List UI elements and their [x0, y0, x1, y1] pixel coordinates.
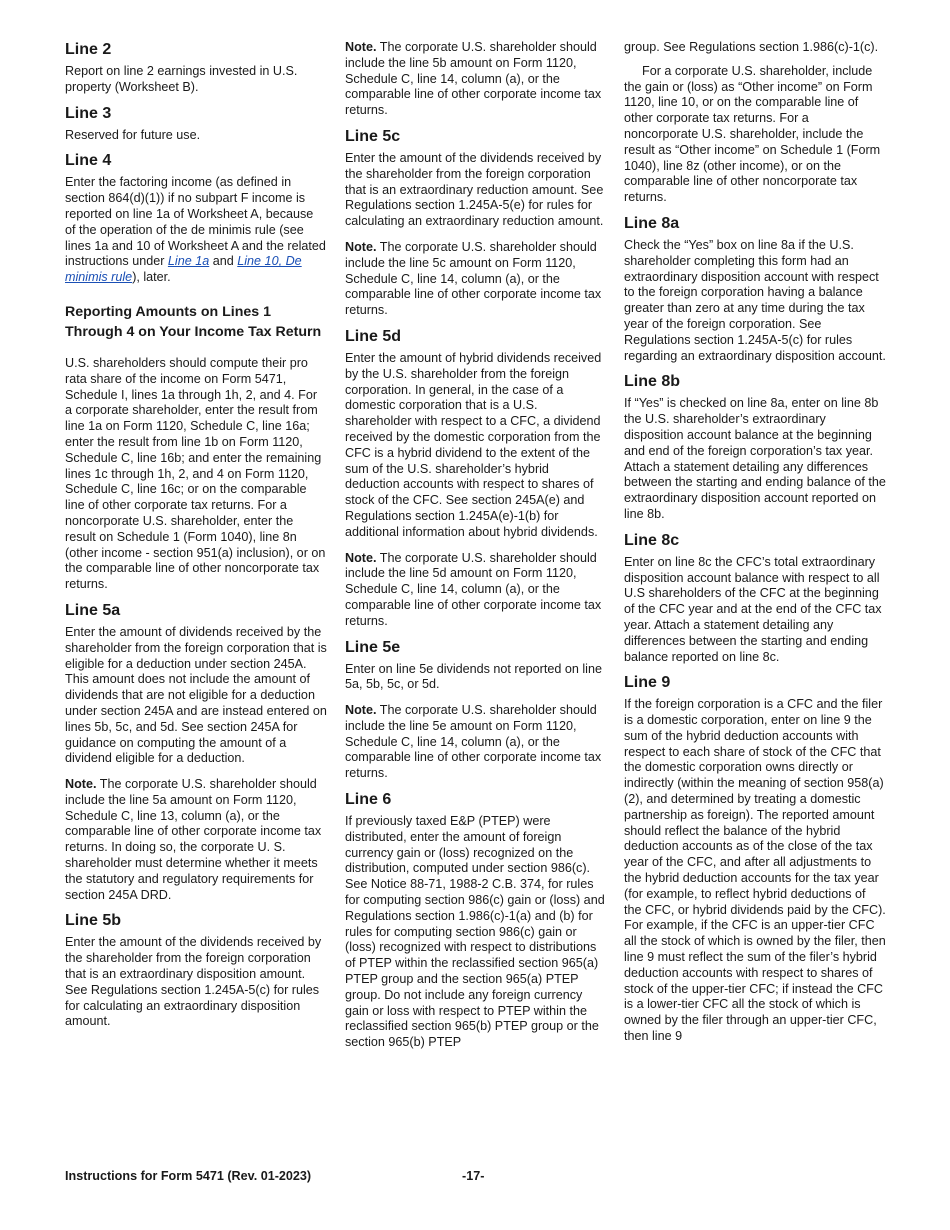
paragraph-line-5b: Enter the amount of the dividends received by the shareholder from the foreign corporation that is an extraordinary disposition amount. See Regulations section 1.245A-5(c) for rules for calculating an extraordinary disposition amount. [65, 935, 322, 1029]
paragraph-line-5e: Enter on line 5e dividends not reported on line 5a, 5b, 5c, or 5d. [345, 661, 602, 692]
column-left [65, 40, 327, 1038]
heading-line-5e: Line 5e [345, 638, 401, 656]
heading-line-4: Line 4 [65, 152, 112, 170]
paragraph-line-5d: Enter the amount of hybrid dividends received by the U.S. shareholder from the foreign corporation. In general, in the case of a domestic corporation that is a U.S. shareholder with respect to a CFC, a dividend received by the domestic corporation from the CFC is a hybrid dividend to the extent of the sum of the U.S. shareholder’s hybrid deduction accounts with respect to shares of stock of the CFC. See section 245A(e) and Regulations section 1.245A(e)-1(b) for additional information about hybrid dividends. [345, 350, 602, 539]
link-line-1a[interactable]: Line 1a [167, 254, 210, 269]
heading-line-5b: Line 5b [65, 912, 122, 930]
note-line-5d: Note. The corporate U.S. shareholder should include the line 5d amount on Form 1120, Schedule C, line 14, column (a), or the comparable line of other corporate income tax returns. [345, 550, 602, 628]
footer-page-number: -17- [462, 1169, 485, 1183]
heading-line-3: Line 3 [65, 104, 112, 122]
paragraph-line-5a: Enter the amount of dividends received by the shareholder from the foreign corporation that is eligible for a deduction under section 245A. This amount does not include the amount of dividends that are not eligible for a deduction under section 245A and are instead entered on lines 5b, 5c, and 5d. See section 245A for guidance on computing the amount of a dividend eligible for a deduction. [65, 624, 327, 766]
note-line-5c: Note. The corporate U.S. shareholder should include the line 5c amount on Form 1120, Schedule C, line 14, column (a), or the comparable line of other corporate income tax returns. [345, 239, 602, 318]
heading-line-9: Line 9 [624, 674, 671, 692]
heading-line-8b: Line 8b [624, 373, 681, 391]
paragraph-line-2: Report on line 2 earnings invested in U.S. property (Worksheet B). [65, 64, 298, 94]
paragraph-line-4: Enter the factoring income (as defined in section 864(d)(1)) if no subpart F income is reported on line 1a of Worksheet A, because of the operation of the de minimis rule (see lines 1a and 10 of Worksheet A and the related instructions under Line 1a and Line 10, De minimis rule), later. [65, 175, 326, 285]
heading-line-5d: Line 5d [345, 327, 402, 345]
paragraph-line-8b: If “Yes” is checked on line 8a, enter on line 8b the U.S. shareholder’s extraordinary disposition account balance at the beginning and end of the foreign corporation’s tax year. Attach a statement detailing any differences between the starting and ending balance of the extraordinary disposition account reported on line 8b. [624, 396, 886, 521]
paragraph-line-3: Reserved for future use. [65, 127, 201, 142]
column-middle [345, 40, 607, 1059]
paragraph-line-6-continued: group. See Regulations section 1.986(c)-1(c). [624, 40, 879, 54]
paragraph-line-8c: Enter on line 8c the CFC’s total extraordinary disposition account balance with respect to all U.S shareholders of the CFC at the beginning of the CFC year and at the end of the CFC tax year. Attach a statement detailing any differences between the starting and ending balance reported on line 8c. [624, 554, 882, 664]
paragraph-line-6: If previously taxed E&P (PTEP) were distributed, enter the amount of foreign currency gain or (loss) recognized on the distribution, computed under section 986(c). See Notice 88-71, 1988-2 C.B. 374, for rules for computing section 986(c) gain or (loss) and Regulations section 1.986(c)-1(a) and (b) for rules for computing section 986(c) gain or (loss) recognized with respect to distributions of PTEP within the reclassified section 965(a) PTEP group and the section 965(a) PTEP group. Do not include any foreign currency gain or loss with respect to PTEP within the reclassified section 965(b) PTEP group or the section 965(b) PTEP [345, 814, 605, 1050]
heading-line-5c: Line 5c [345, 127, 401, 145]
column-right [624, 40, 886, 1053]
note-line-5b: Note. The corporate U.S. shareholder should include the line 5b amount on Form 1120, Schedule C, line 14, column (a), or the comparable line of other corporate income tax returns. [345, 40, 602, 118]
heading-line-2: Line 2 [65, 41, 112, 58]
paragraph-line-6-other-income: For a corporate U.S. shareholder, include the gain or (loss) as “Other income” on Form 1120, line 10, or on the comparable line of other corporate tax returns. For a noncorporate U.S. shareholder, include the result as “Other income” on Schedule 1 (Form 1040), line 8z (other income), or on the comparable line of other noncorporate tax returns. [624, 63, 881, 205]
heading-reporting-amounts: Reporting Amounts on Lines 1 Through 4 on Your Income Tax Return [65, 303, 322, 340]
note-line-5e: Note. The corporate U.S. shareholder should include the line 5e amount on Form 1120, Schedule C, line 14, column (a), or the comparable line of other corporate income tax returns. [345, 703, 602, 781]
heading-line-6: Line 6 [345, 791, 392, 809]
paragraph-line-9: If the foreign corporation is a CFC and the filer is a domestic corporation, enter on line 9 the sum of the hybrid deduction accounts with respect to each share of stock of the CFC that the domestic corporation owns directly or indirectly (within the meaning of section 958(a)(2), and determined by treating a domestic partnership as foreign). The reported amount should reflect the balance of the hybrid deduction accounts as of the close of the tax year of the CFC, and after all adjustments to the hybrid deduction accounts for the tax year (for example, to reflect hybrid deductions of the CFC, or hybrid dividends paid by the CFC). For example, if the CFC is an upper-tier CFC all the stock of which is owned by the filer, then line 9 must reflect the sum of the filer’s hybrid deduction accounts with respect to shares of stock of the upper-tier CFC; if instead the CFC is a lower-tier CFC all the stock of which is owned by the filer through an upper-tier CFC, then line 9 [624, 697, 886, 1044]
heading-line-8a: Line 8a [624, 214, 680, 232]
footer-form-title: Instructions for Form 5471 (Rev. 01-2023) [65, 1169, 312, 1183]
paragraph-line-5c: Enter the amount of the dividends received by the shareholder from the foreign corporation that is an extraordinary reduction amount. See Regulations section 1.245A-5(e) for rules for calculating an extraordinary reduction amount. [345, 150, 604, 229]
heading-line-5a: Line 5a [65, 601, 121, 619]
paragraph-reporting-amounts: U.S. shareholders should compute their pro rata share of the income on Form 5471, Schedule I, lines 1a through 1h, 2, and 4. For a corporate shareholder, enter the result from line 1a on Form 1120, Schedule C, line 16a; enter the result from line 1b on Form 1120, Schedule C, line 16b; and enter the remaining lines 1c through 1h, 2, and 4 on Form 1120, Schedule C, line 16c; or on the comparable line of other corporate tax returns. For a noncorporate U.S. shareholder, enter the result on Schedule 1 (Form 1040), line 8n (other income - section 951(a) inclusion), or on the comparable line of other noncorporate tax returns. [65, 355, 326, 592]
note-line-5a: Note. The corporate U.S. shareholder should include the line 5a amount on Form 1120, Schedule C, line 13, column (a), or the comparable line of other corporate income tax returns. In doing so, the corporate U. S. shareholder must determine whether it meets the statutory and regulatory requirements for section 245A DRD. [65, 777, 322, 902]
paragraph-line-8a: Check the “Yes” box on line 8a if the U.S. shareholder completing this form had an extraordinary disposition account with respect to the foreign corporation having a balance greater than zero at any time during the tax year of the foreign corporation. See Regulations section 1.245A-5(c) for rules regarding an extraordinary disposition account. [624, 237, 886, 363]
heading-line-8c: Line 8c [624, 531, 680, 549]
link-line-10-de-minimis[interactable]: Line 10, De minimis rule [65, 254, 302, 285]
